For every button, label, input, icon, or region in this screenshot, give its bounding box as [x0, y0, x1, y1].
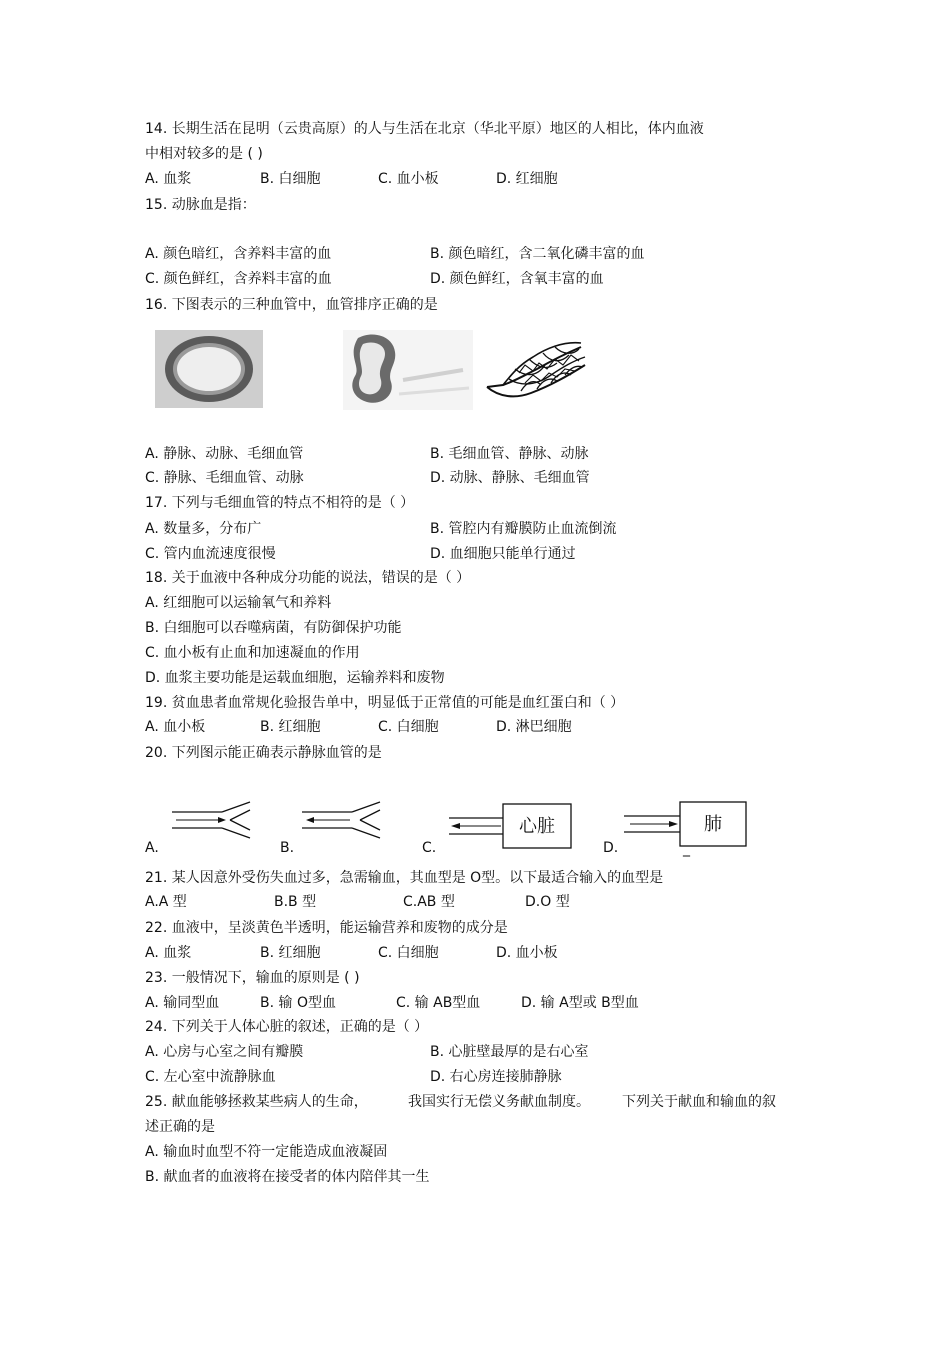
- q20-option-a: A.: [145, 840, 159, 856]
- q20-option-d: D.: [603, 840, 619, 856]
- q16-stem: 16. 下图表示的三种血管中，血管排序正确的是: [145, 297, 438, 313]
- q20-option-c: C.: [422, 840, 437, 856]
- q15-option-a: A. 颜色暗红，含养料丰富的血: [145, 246, 332, 262]
- q18-option-a: A. 红细胞可以运输氧气和养料: [145, 595, 332, 611]
- q14-option-c: C. 血小板: [378, 171, 439, 187]
- q22-stem: 22. 血液中，呈淡黄色半透明，能运输营养和废物的成分是: [145, 920, 508, 936]
- q21-option-a: A.A 型: [145, 894, 187, 910]
- q24-option-a: A. 心房与心室之间有瓣膜: [145, 1044, 304, 1060]
- q15-option-d: D. 颜色鲜红，含氧丰富的血: [430, 271, 604, 287]
- q22-option-d: D. 血小板: [496, 945, 558, 961]
- q25-option-b: B. 献血者的血液将在接受者的体内陪伴其一生: [145, 1169, 430, 1185]
- q17-stem: 17. 下列与毛细血管的特点不相符的是（ ）: [145, 495, 415, 511]
- q17-option-d: D. 血细胞只能单行通过: [430, 546, 576, 562]
- q16-option-c: C. 静脉、毛细血管、动脉: [145, 470, 304, 486]
- q18-option-d: D. 血浆主要功能是运载血细胞，运输养料和废物: [145, 670, 445, 686]
- q25-option-a: A. 输血时血型不符一定能造成血液凝固: [145, 1144, 388, 1160]
- q19-option-c: C. 白细胞: [378, 719, 439, 735]
- q14-stem-line1: 14. 长期生活在昆明（云贵高原）的人与生活在北京（华北平原）地区的人相比，体内血液: [145, 121, 704, 137]
- q19-option-b: B. 红细胞: [260, 719, 321, 735]
- q23-stem: 23. 一般情况下，输血的原则是 ( ): [145, 970, 360, 986]
- q23-option-d: D. 输 A型或 B型血: [521, 995, 639, 1011]
- q25-stem-part2: 我国实行无偿义务献血制度。: [408, 1094, 590, 1110]
- q22-option-c: C. 白细胞: [378, 945, 439, 961]
- q17-option-b: B. 管腔内有瓣膜防止血流倒流: [430, 521, 617, 537]
- capillary-network-image: [485, 335, 590, 400]
- q21-option-c: C.AB 型: [403, 894, 455, 910]
- q17-option-c: C. 管内血流速度很慢: [145, 546, 276, 562]
- q19-stem: 19. 贫血患者血常规化验报告单中，明显低于正常值的可能是血红蛋白和（ ）: [145, 695, 625, 711]
- q20-stem: 20. 下列图示能正确表示静脉血管的是: [145, 745, 382, 761]
- q15-stem: 15. 动脉血是指：: [145, 197, 256, 213]
- q18-option-c: C. 血小板有止血和加速凝血的作用: [145, 645, 360, 661]
- q24-option-b: B. 心脏壁最厚的是右心室: [430, 1044, 589, 1060]
- q18-option-b: B. 白细胞可以吞噬病菌，有防御保护功能: [145, 620, 402, 636]
- q21-option-d: D.O 型: [525, 894, 570, 910]
- vessel-cross-section-1-image: [155, 330, 263, 408]
- q16-option-d: D. 动脉、静脉、毛细血管: [430, 470, 590, 486]
- q21-option-b: B.B 型: [274, 894, 317, 910]
- q17-option-a: A. 数量多，分布广: [145, 521, 262, 537]
- q14-option-d: D. 红细胞: [496, 171, 558, 187]
- q24-stem: 24. 下列关于人体心脏的叙述，正确的是（ ）: [145, 1019, 429, 1035]
- q25-stem-line2: 述正确的是: [145, 1119, 215, 1135]
- q19-option-d: D. 淋巴细胞: [496, 719, 572, 735]
- q24-option-c: C. 左心室中流静脉血: [145, 1069, 276, 1085]
- lung-box-label: 肺: [704, 814, 722, 835]
- q18-stem: 18. 关于血液中各种成分功能的说法，错误的是（ ）: [145, 570, 471, 586]
- q20-option-d-mark: _: [683, 841, 690, 857]
- q20-diagram-b: [300, 800, 385, 840]
- q19-option-a: A. 血小板: [145, 719, 206, 735]
- q20-option-b: B.: [280, 840, 295, 856]
- q14-option-a: A. 血浆: [145, 171, 192, 187]
- q16-option-a: A. 静脉、动脉、毛细血管: [145, 446, 304, 462]
- q14-option-b: B. 白细胞: [260, 171, 321, 187]
- q25-stem-part3: 下列关于献血和输血的叙: [622, 1094, 776, 1110]
- q22-option-b: B. 红细胞: [260, 945, 321, 961]
- q20-diagram-a: [170, 800, 255, 840]
- q14-stem-line2: 中相对较多的是 ( ): [145, 146, 263, 162]
- q23-option-c: C. 输 AB型血: [396, 995, 481, 1011]
- vessel-cross-section-2-image: [343, 330, 473, 410]
- q20-diagram-c: [445, 802, 575, 850]
- q23-option-b: B. 输 O型血: [260, 995, 336, 1011]
- q24-option-d: D. 右心房连接肺静脉: [430, 1069, 562, 1085]
- heart-box-label: 心脏: [519, 816, 555, 837]
- q23-option-a: A. 输同型血: [145, 995, 220, 1011]
- q15-option-c: C. 颜色鲜红，含养料丰富的血: [145, 271, 332, 287]
- q22-option-a: A. 血浆: [145, 945, 192, 961]
- q16-option-b: B. 毛细血管、静脉、动脉: [430, 446, 589, 462]
- q21-stem: 21. 某人因意外受伤失血过多，急需输血，其血型是 O型。以下最适合输入的血型是: [145, 870, 664, 886]
- q25-stem-part1: 25. 献血能够拯救某些病人的生命，: [145, 1094, 368, 1110]
- q15-option-b: B. 颜色暗红，含二氧化磷丰富的血: [430, 246, 645, 262]
